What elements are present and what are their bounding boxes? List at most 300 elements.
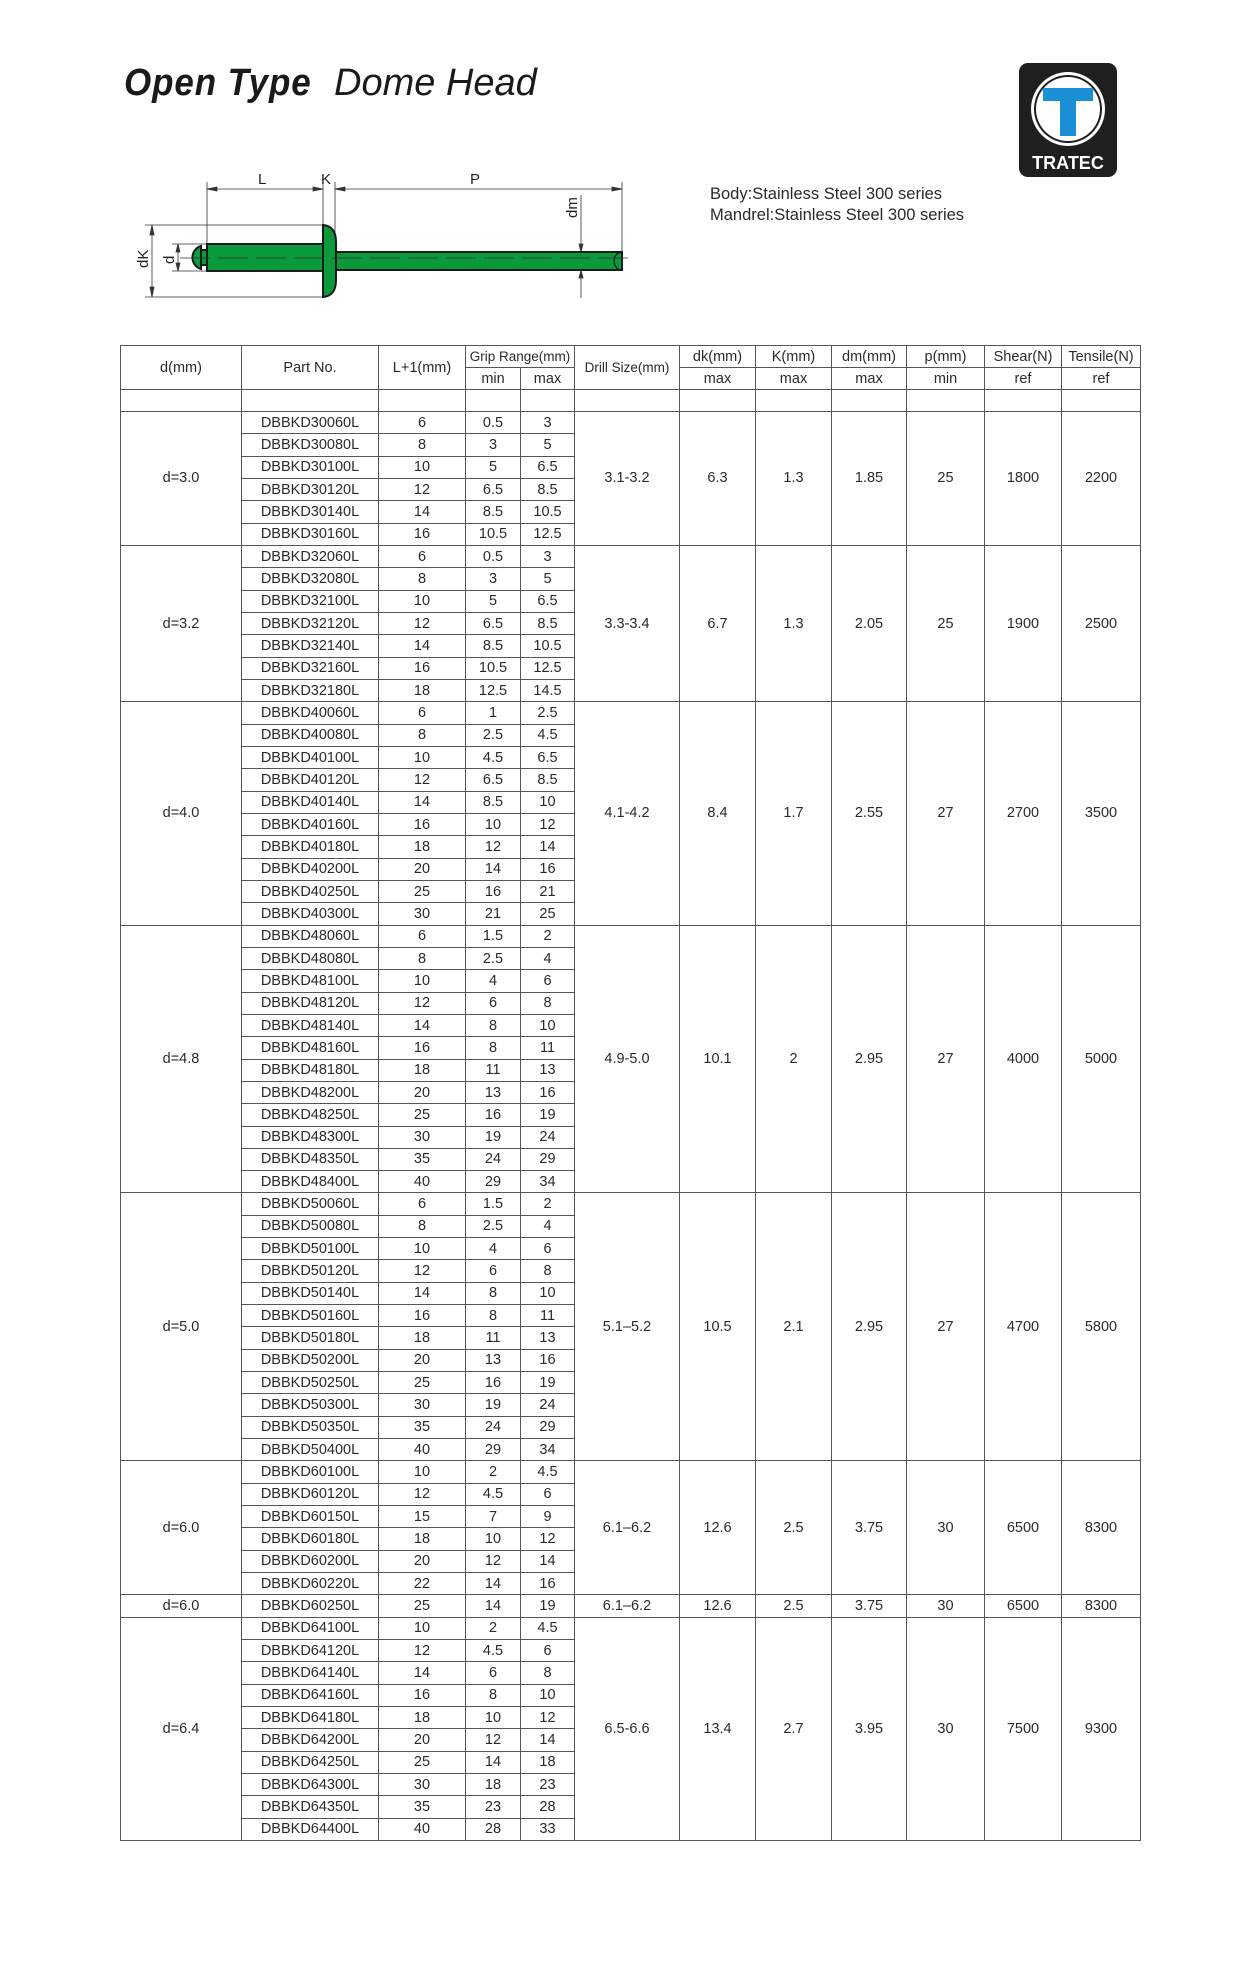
cell-grip-min: 1.5 <box>466 1193 521 1215</box>
cell-length: 8 <box>379 947 466 969</box>
cell-part-no: DBBKD60220L <box>242 1573 379 1595</box>
cell-grip-max: 24 <box>521 1394 575 1416</box>
cell-tensile: 8300 <box>1062 1461 1141 1595</box>
cell-length: 10 <box>379 970 466 992</box>
cell-grip-max: 16 <box>521 858 575 880</box>
cell-tensile: 5800 <box>1062 1193 1141 1461</box>
cell-length: 8 <box>379 568 466 590</box>
cell-length: 35 <box>379 1796 466 1818</box>
cell-dm: 3.75 <box>832 1461 907 1595</box>
cell-grip-max: 10.5 <box>521 501 575 523</box>
cell-grip-min: 8 <box>466 1684 521 1706</box>
cell-grip-min: 28 <box>466 1818 521 1840</box>
cell-grip-max: 12 <box>521 1528 575 1550</box>
cell-k: 2.5 <box>756 1595 832 1617</box>
cell-length: 12 <box>379 992 466 1014</box>
header-dk: dk(mm) <box>680 346 756 368</box>
cell-tensile: 5000 <box>1062 925 1141 1193</box>
cell-part-no: DBBKD50300L <box>242 1394 379 1416</box>
cell-grip-max: 23 <box>521 1774 575 1796</box>
table-row <box>121 1461 1141 1483</box>
cell-grip-max: 21 <box>521 880 575 902</box>
cell-part-no: DBBKD32120L <box>242 612 379 634</box>
cell-grip-max: 28 <box>521 1796 575 1818</box>
cell-length: 16 <box>379 1305 466 1327</box>
cell-shear: 1900 <box>985 545 1062 701</box>
table-row <box>121 545 1141 567</box>
table-row <box>121 702 1141 724</box>
cell-part-no: DBBKD50120L <box>242 1260 379 1282</box>
cell-grip-max: 13 <box>521 1059 575 1081</box>
rivet-dome-head <box>323 225 336 297</box>
label-d: d <box>161 255 178 264</box>
cell-part-no: DBBKD64300L <box>242 1774 379 1796</box>
cell-length: 18 <box>379 836 466 858</box>
cell-grip-max: 24 <box>521 1126 575 1148</box>
header-dm-sub: max <box>832 368 907 390</box>
cell-part-no: DBBKD64100L <box>242 1617 379 1639</box>
cell-part-no: DBBKD32140L <box>242 635 379 657</box>
cell-grip-min: 6 <box>466 992 521 1014</box>
cell-p: 27 <box>907 1193 985 1461</box>
dimension-lines <box>145 182 622 298</box>
cell-part-no: DBBKD30160L <box>242 523 379 545</box>
cell-grip-min: 8 <box>466 1282 521 1304</box>
cell-grip-max: 12 <box>521 1707 575 1729</box>
header-part-no: Part No. <box>242 346 379 390</box>
cell-part-no: DBBKD40060L <box>242 702 379 724</box>
cell-k: 2.7 <box>756 1617 832 1840</box>
cell-grip-min: 14 <box>466 1595 521 1617</box>
cell-grip-max: 10 <box>521 791 575 813</box>
cell-part-no: DBBKD48120L <box>242 992 379 1014</box>
cell-grip-min: 10 <box>466 1707 521 1729</box>
cell-grip-min: 14 <box>466 858 521 880</box>
table-row <box>121 1193 1141 1215</box>
label-L: L <box>258 171 267 188</box>
cell-grip-min: 23 <box>466 1796 521 1818</box>
cell-length: 14 <box>379 1282 466 1304</box>
cell-shear: 6500 <box>985 1461 1062 1595</box>
cell-part-no: DBBKD60200L <box>242 1550 379 1572</box>
label-P: P <box>470 171 481 188</box>
cell-grip-min: 16 <box>466 1104 521 1126</box>
cell-grip-max: 29 <box>521 1148 575 1170</box>
spec-table <box>120 345 1141 1841</box>
header-p-sub: min <box>907 368 985 390</box>
cell-dk: 10.5 <box>680 1193 756 1461</box>
header-p: p(mm) <box>907 346 985 368</box>
cell-length: 25 <box>379 880 466 902</box>
blank-row <box>121 390 1141 412</box>
cell-grip-min: 4.5 <box>466 1483 521 1505</box>
cell-grip-min: 8.5 <box>466 501 521 523</box>
cell-dm: 1.85 <box>832 412 907 546</box>
header-shear-sub: ref <box>985 368 1062 390</box>
cell-part-no: DBBKD60120L <box>242 1483 379 1505</box>
cell-part-no: DBBKD50140L <box>242 1282 379 1304</box>
title-open-type: Open Type <box>124 62 312 104</box>
cell-grip-min: 2 <box>466 1461 521 1483</box>
cell-part-no: DBBKD30060L <box>242 412 379 434</box>
cell-grip-min: 3 <box>466 568 521 590</box>
cell-diameter: d=6.4 <box>121 1617 242 1840</box>
cell-length: 6 <box>379 1193 466 1215</box>
cell-drill-size: 3.3-3.4 <box>575 545 680 701</box>
cell-grip-min: 1.5 <box>466 925 521 947</box>
cell-grip-min: 12 <box>466 1729 521 1751</box>
cell-part-no: DBBKD64400L <box>242 1818 379 1840</box>
cell-grip-min: 2 <box>466 1617 521 1639</box>
cell-part-no: DBBKD30120L <box>242 478 379 500</box>
cell-grip-min: 11 <box>466 1059 521 1081</box>
cell-part-no: DBBKD48080L <box>242 947 379 969</box>
cell-part-no: DBBKD50400L <box>242 1439 379 1461</box>
label-dm: dm <box>564 197 581 218</box>
body-material: Body:Stainless Steel 300 series <box>710 185 943 203</box>
cell-length: 25 <box>379 1595 466 1617</box>
cell-grip-max: 25 <box>521 903 575 925</box>
cell-part-no: DBBKD32100L <box>242 590 379 612</box>
cell-part-no: DBBKD48400L <box>242 1171 379 1193</box>
cell-dm: 3.75 <box>832 1595 907 1617</box>
cell-grip-max: 10 <box>521 1014 575 1036</box>
cell-grip-max: 6.5 <box>521 590 575 612</box>
cell-part-no: DBBKD60100L <box>242 1461 379 1483</box>
cell-part-no: DBBKD32160L <box>242 657 379 679</box>
cell-grip-max: 11 <box>521 1305 575 1327</box>
cell-length: 10 <box>379 1461 466 1483</box>
cell-grip-min: 24 <box>466 1148 521 1170</box>
cell-grip-max: 6 <box>521 1238 575 1260</box>
cell-length: 8 <box>379 434 466 456</box>
cell-part-no: DBBKD40120L <box>242 769 379 791</box>
cell-grip-min: 12 <box>466 836 521 858</box>
cell-grip-max: 6 <box>521 1640 575 1662</box>
cell-length: 16 <box>379 813 466 835</box>
cell-grip-max: 14 <box>521 836 575 858</box>
cell-length: 20 <box>379 1729 466 1751</box>
cell-grip-min: 0.5 <box>466 545 521 567</box>
cell-grip-max: 29 <box>521 1416 575 1438</box>
cell-grip-max: 16 <box>521 1573 575 1595</box>
cell-length: 10 <box>379 1617 466 1639</box>
cell-k: 1.7 <box>756 702 832 925</box>
cell-grip-max: 13 <box>521 1327 575 1349</box>
cell-grip-max: 10 <box>521 1282 575 1304</box>
cell-grip-max: 6.5 <box>521 746 575 768</box>
cell-grip-min: 5 <box>466 456 521 478</box>
cell-drill-size: 4.9-5.0 <box>575 925 680 1193</box>
cell-part-no: DBBKD30100L <box>242 456 379 478</box>
cell-part-no: DBBKD60150L <box>242 1506 379 1528</box>
cell-grip-max: 8 <box>521 992 575 1014</box>
cell-grip-max: 14.5 <box>521 679 575 701</box>
cell-grip-min: 2.5 <box>466 947 521 969</box>
cell-grip-max: 34 <box>521 1171 575 1193</box>
cell-tensile: 8300 <box>1062 1595 1141 1617</box>
cell-grip-max: 8.5 <box>521 612 575 634</box>
cell-part-no: DBBKD48060L <box>242 925 379 947</box>
cell-length: 14 <box>379 635 466 657</box>
cell-grip-min: 24 <box>466 1416 521 1438</box>
cell-length: 12 <box>379 769 466 791</box>
cell-part-no: DBBKD64120L <box>242 1640 379 1662</box>
cell-drill-size: 3.1-3.2 <box>575 412 680 546</box>
cell-length: 6 <box>379 412 466 434</box>
cell-grip-max: 19 <box>521 1372 575 1394</box>
cell-length: 12 <box>379 1260 466 1282</box>
cell-part-no: DBBKD64160L <box>242 1684 379 1706</box>
cell-grip-max: 5 <box>521 434 575 456</box>
header-tensile: Tensile(N) <box>1062 346 1141 368</box>
cell-length: 12 <box>379 612 466 634</box>
label-K: K <box>321 171 332 188</box>
cell-grip-min: 6.5 <box>466 769 521 791</box>
header-grip-min: min <box>466 368 521 390</box>
cell-grip-min: 13 <box>466 1349 521 1371</box>
cell-part-no: DBBKD50100L <box>242 1238 379 1260</box>
cell-length: 25 <box>379 1751 466 1773</box>
cell-grip-min: 1 <box>466 702 521 724</box>
cell-grip-max: 33 <box>521 1818 575 1840</box>
cell-grip-max: 4.5 <box>521 724 575 746</box>
cell-grip-min: 10.5 <box>466 523 521 545</box>
cell-dm: 2.05 <box>832 545 907 701</box>
cell-grip-min: 13 <box>466 1081 521 1103</box>
cell-grip-min: 2.5 <box>466 724 521 746</box>
cell-grip-max: 2 <box>521 1193 575 1215</box>
cell-grip-min: 4 <box>466 1238 521 1260</box>
cell-k: 2 <box>756 925 832 1193</box>
cell-grip-max: 6 <box>521 970 575 992</box>
cell-part-no: DBBKD48300L <box>242 1126 379 1148</box>
cell-part-no: DBBKD48350L <box>242 1148 379 1170</box>
cell-part-no: DBBKD50080L <box>242 1215 379 1237</box>
header-k: K(mm) <box>756 346 832 368</box>
cell-dm: 2.95 <box>832 925 907 1193</box>
cell-grip-min: 29 <box>466 1171 521 1193</box>
cell-length: 10 <box>379 746 466 768</box>
cell-length: 20 <box>379 1550 466 1572</box>
cell-grip-max: 8 <box>521 1662 575 1684</box>
cell-p: 30 <box>907 1461 985 1595</box>
cell-grip-max: 12 <box>521 813 575 835</box>
cell-length: 30 <box>379 1774 466 1796</box>
rivet-body <box>207 244 323 271</box>
cell-grip-min: 3 <box>466 434 521 456</box>
cell-part-no: DBBKD48200L <box>242 1081 379 1103</box>
cell-grip-max: 8.5 <box>521 478 575 500</box>
header-grip-range: Grip Range(mm) <box>466 346 575 368</box>
cell-grip-max: 12.5 <box>521 523 575 545</box>
tratec-logo <box>1019 63 1117 177</box>
cell-part-no: DBBKD64250L <box>242 1751 379 1773</box>
cell-p: 25 <box>907 545 985 701</box>
header-dk-sub: max <box>680 368 756 390</box>
header-drill-size: Drill Size(mm) <box>575 346 680 390</box>
cell-diameter: d=5.0 <box>121 1193 242 1461</box>
cell-grip-min: 10.5 <box>466 657 521 679</box>
cell-grip-min: 7 <box>466 1506 521 1528</box>
cell-part-no: DBBKD50180L <box>242 1327 379 1349</box>
cell-diameter: d=6.0 <box>121 1461 242 1595</box>
cell-k: 1.3 <box>756 545 832 701</box>
cell-length: 14 <box>379 791 466 813</box>
cell-length: 20 <box>379 1081 466 1103</box>
cell-grip-max: 3 <box>521 545 575 567</box>
cell-length: 40 <box>379 1818 466 1840</box>
cell-tensile: 3500 <box>1062 702 1141 925</box>
cell-part-no: DBBKD60180L <box>242 1528 379 1550</box>
cell-length: 12 <box>379 1640 466 1662</box>
cell-part-no: DBBKD64180L <box>242 1707 379 1729</box>
cell-grip-max: 5 <box>521 568 575 590</box>
cell-grip-min: 6 <box>466 1662 521 1684</box>
cell-part-no: DBBKD32180L <box>242 679 379 701</box>
cell-dk: 12.6 <box>680 1595 756 1617</box>
cell-length: 12 <box>379 478 466 500</box>
cell-part-no: DBBKD40140L <box>242 791 379 813</box>
cell-length: 25 <box>379 1104 466 1126</box>
cell-grip-min: 8 <box>466 1014 521 1036</box>
cell-length: 25 <box>379 1372 466 1394</box>
cell-dk: 12.6 <box>680 1461 756 1595</box>
cell-dk: 8.4 <box>680 702 756 925</box>
cell-length: 10 <box>379 456 466 478</box>
cell-grip-max: 6 <box>521 1483 575 1505</box>
cell-part-no: DBBKD50250L <box>242 1372 379 1394</box>
cell-grip-max: 10.5 <box>521 635 575 657</box>
cell-grip-min: 4 <box>466 970 521 992</box>
cell-dm: 3.95 <box>832 1617 907 1840</box>
cell-part-no: DBBKD40080L <box>242 724 379 746</box>
cell-length: 16 <box>379 1037 466 1059</box>
cell-length: 30 <box>379 903 466 925</box>
label-dK: dK <box>135 249 152 268</box>
cell-part-no: DBBKD40160L <box>242 813 379 835</box>
cell-dk: 13.4 <box>680 1617 756 1840</box>
cell-part-no: DBBKD30140L <box>242 501 379 523</box>
cell-tensile: 2500 <box>1062 545 1141 701</box>
cell-part-no: DBBKD48250L <box>242 1104 379 1126</box>
cell-length: 6 <box>379 702 466 724</box>
cell-grip-min: 8.5 <box>466 791 521 813</box>
cell-grip-max: 19 <box>521 1595 575 1617</box>
cell-diameter: d=3.0 <box>121 412 242 546</box>
cell-part-no: DBBKD40200L <box>242 858 379 880</box>
cell-part-no: DBBKD48180L <box>242 1059 379 1081</box>
cell-grip-min: 0.5 <box>466 412 521 434</box>
cell-grip-max: 14 <box>521 1729 575 1751</box>
header-k-sub: max <box>756 368 832 390</box>
header-shear: Shear(N) <box>985 346 1062 368</box>
cell-length: 14 <box>379 1662 466 1684</box>
rivet-shape <box>192 225 622 297</box>
cell-grip-min: 8 <box>466 1305 521 1327</box>
cell-part-no: DBBKD40300L <box>242 903 379 925</box>
cell-part-no: DBBKD60250L <box>242 1595 379 1617</box>
title-dome-head: Dome Head <box>334 62 537 104</box>
cell-grip-min: 6.5 <box>466 478 521 500</box>
cell-drill-size: 4.1-4.2 <box>575 702 680 925</box>
cell-grip-min: 6 <box>466 1260 521 1282</box>
cell-part-no: DBBKD40100L <box>242 746 379 768</box>
cell-diameter: d=3.2 <box>121 545 242 701</box>
cell-grip-max: 12.5 <box>521 657 575 679</box>
cell-grip-min: 8.5 <box>466 635 521 657</box>
table-row <box>121 925 1141 947</box>
cell-grip-min: 4.5 <box>466 746 521 768</box>
cell-grip-max: 14 <box>521 1550 575 1572</box>
cell-length: 35 <box>379 1148 466 1170</box>
cell-drill-size: 6.1–6.2 <box>575 1595 680 1617</box>
cell-grip-max: 16 <box>521 1349 575 1371</box>
cell-part-no: DBBKD50350L <box>242 1416 379 1438</box>
cell-grip-min: 8 <box>466 1037 521 1059</box>
cell-length: 18 <box>379 1707 466 1729</box>
cell-grip-max: 11 <box>521 1037 575 1059</box>
materials-info <box>710 184 964 226</box>
cell-length: 10 <box>379 1238 466 1260</box>
cell-length: 18 <box>379 1059 466 1081</box>
cell-p: 25 <box>907 412 985 546</box>
rivet-diagram <box>0 0 700 320</box>
cell-grip-min: 21 <box>466 903 521 925</box>
cell-dk: 6.3 <box>680 412 756 546</box>
cell-part-no: DBBKD50160L <box>242 1305 379 1327</box>
cell-grip-max: 4.5 <box>521 1461 575 1483</box>
cell-drill-size: 6.1–6.2 <box>575 1461 680 1595</box>
cell-grip-max: 9 <box>521 1506 575 1528</box>
cell-shear: 1800 <box>985 412 1062 546</box>
cell-length: 6 <box>379 925 466 947</box>
cell-grip-max: 19 <box>521 1104 575 1126</box>
cell-length: 10 <box>379 590 466 612</box>
cell-grip-min: 6.5 <box>466 612 521 634</box>
cell-length: 30 <box>379 1394 466 1416</box>
cell-grip-max: 34 <box>521 1439 575 1461</box>
cell-grip-min: 19 <box>466 1394 521 1416</box>
cell-grip-max: 2.5 <box>521 702 575 724</box>
cell-grip-min: 14 <box>466 1573 521 1595</box>
cell-grip-min: 4.5 <box>466 1640 521 1662</box>
cell-drill-size: 5.1–5.2 <box>575 1193 680 1461</box>
cell-part-no: DBBKD64200L <box>242 1729 379 1751</box>
cell-drill-size: 6.5-6.6 <box>575 1617 680 1840</box>
header-dm: dm(mm) <box>832 346 907 368</box>
cell-length: 8 <box>379 1215 466 1237</box>
cell-length: 35 <box>379 1416 466 1438</box>
header-grip-max: max <box>521 368 575 390</box>
cell-length: 22 <box>379 1573 466 1595</box>
cell-diameter: d=4.8 <box>121 925 242 1193</box>
cell-part-no: DBBKD32080L <box>242 568 379 590</box>
cell-part-no: DBBKD30080L <box>242 434 379 456</box>
header-l1: L+1(mm) <box>379 346 466 390</box>
cell-grip-min: 19 <box>466 1126 521 1148</box>
cell-grip-max: 8.5 <box>521 769 575 791</box>
cell-dk: 10.1 <box>680 925 756 1193</box>
cell-p: 30 <box>907 1617 985 1840</box>
cell-length: 20 <box>379 1349 466 1371</box>
cell-grip-max: 4 <box>521 947 575 969</box>
cell-length: 14 <box>379 1014 466 1036</box>
cell-part-no: DBBKD64350L <box>242 1796 379 1818</box>
table-row <box>121 1617 1141 1639</box>
cell-shear: 6500 <box>985 1595 1062 1617</box>
cell-length: 16 <box>379 657 466 679</box>
